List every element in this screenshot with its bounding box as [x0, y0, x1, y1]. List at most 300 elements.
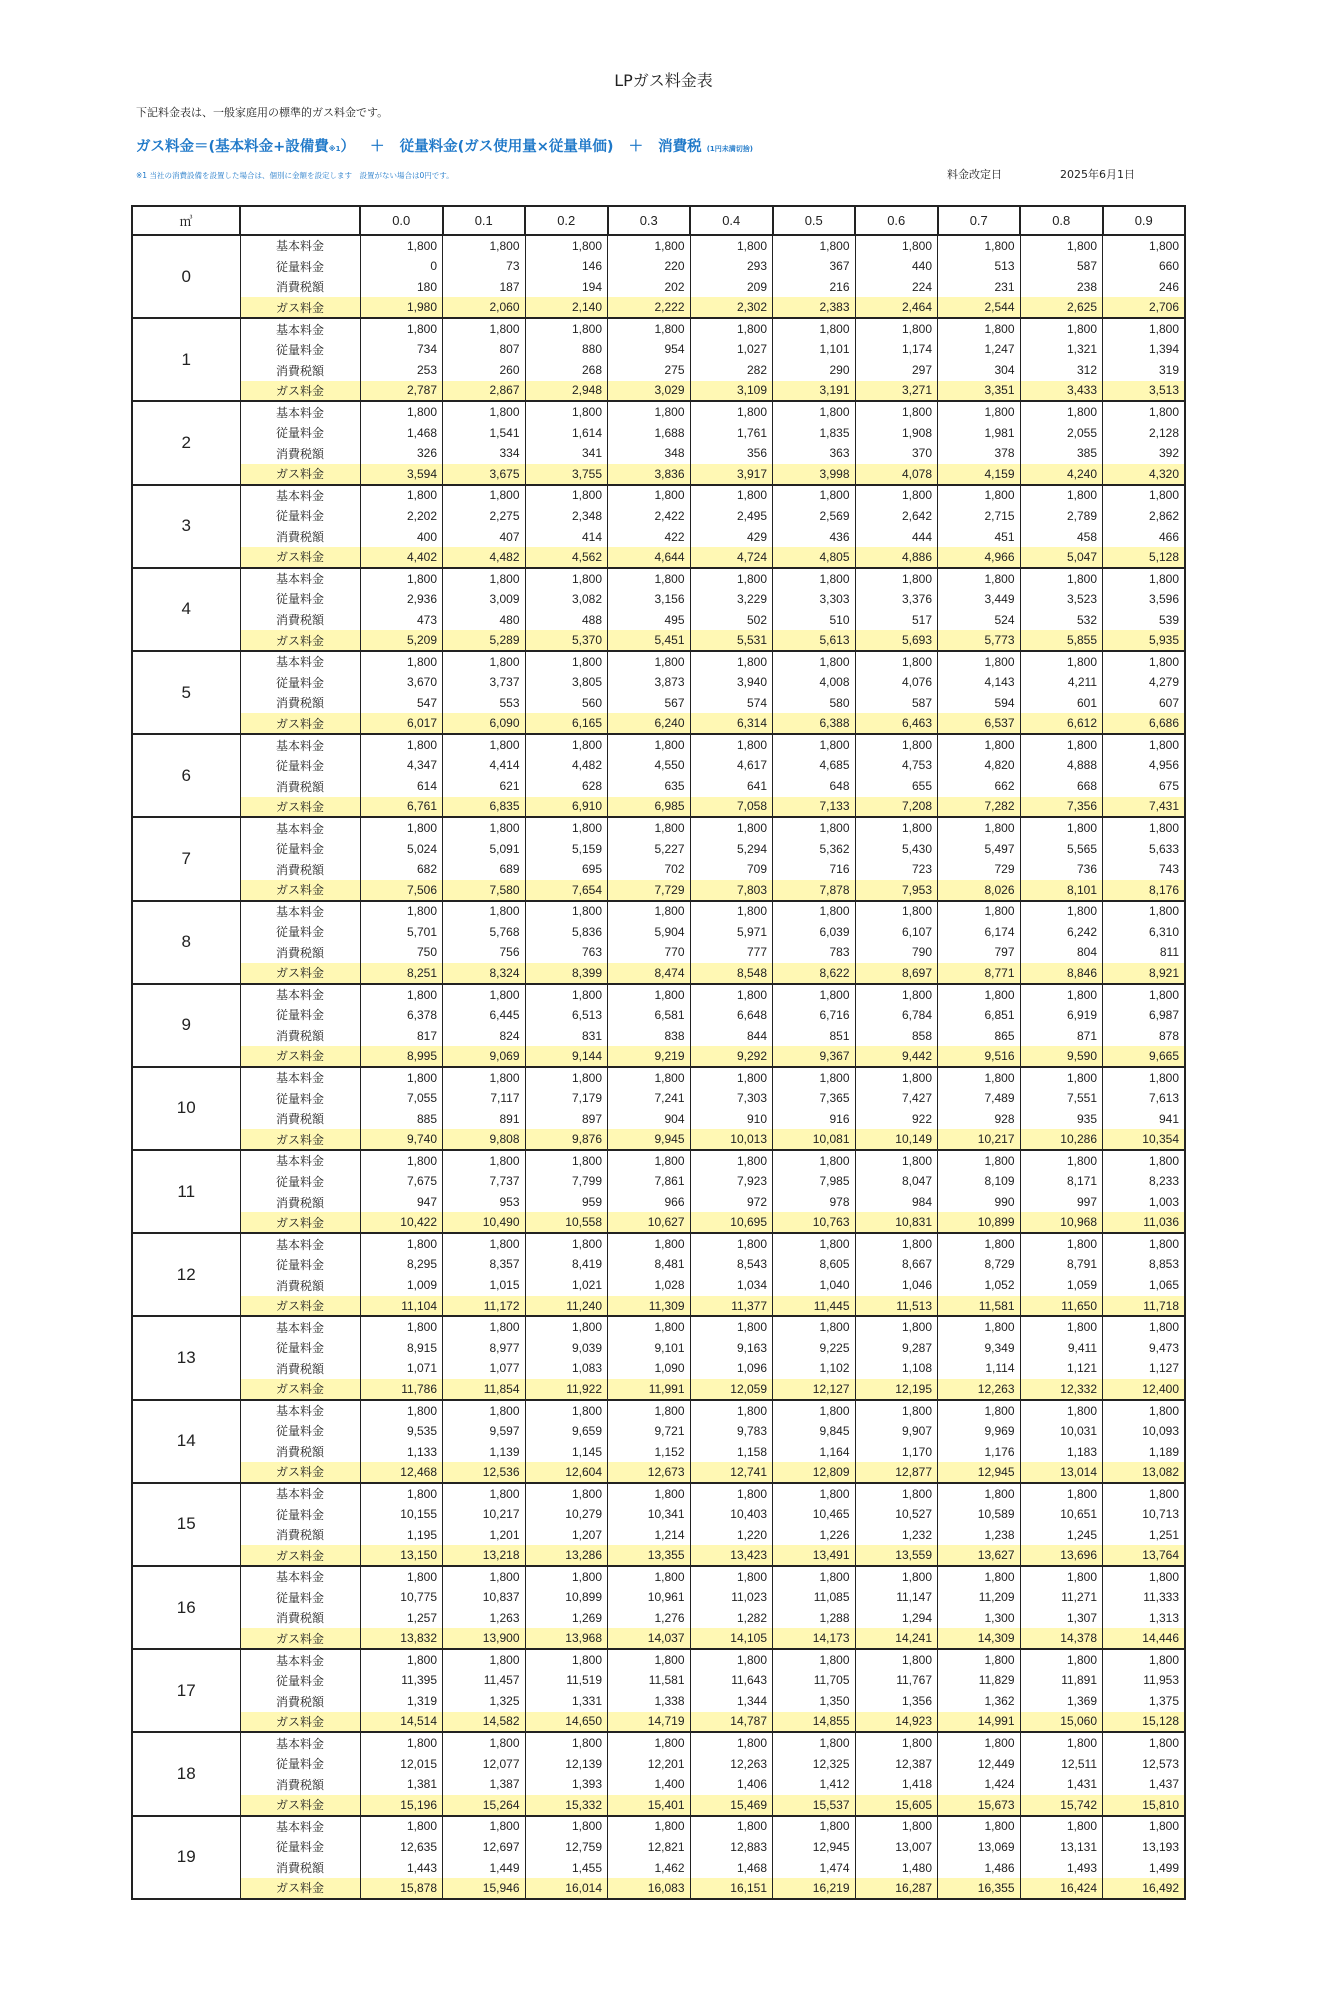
fee-cell: 13,082 [1103, 1462, 1186, 1483]
fee-cell: 1,800 [938, 817, 1021, 838]
fee-cell: 2,128 [1103, 422, 1186, 443]
fee-cell: 1,800 [608, 485, 691, 506]
fee-cell: 9,783 [690, 1420, 773, 1441]
fee-cell: 1,800 [690, 1483, 773, 1504]
usage-m3-cell: 14 [132, 1400, 240, 1483]
fee-cell: 13,355 [608, 1545, 691, 1566]
fee-cell: 3,670 [360, 672, 443, 693]
formula-part-usage: 従量料金(ガス使用量×従量単価) [399, 139, 614, 155]
fee-cell: 1,083 [525, 1358, 608, 1379]
page-title: LPガス料金表 [614, 71, 713, 90]
fee-cell: 9,590 [1020, 1046, 1103, 1067]
fee-cell: 6,784 [855, 1004, 938, 1025]
fee-cell: 10,899 [525, 1587, 608, 1608]
base-fee-row [132, 1483, 1185, 1504]
fee-cell: 1,800 [855, 1233, 938, 1254]
fee-cell: 1,800 [773, 817, 856, 838]
fee-cell: 984 [855, 1192, 938, 1213]
fee-cell: 11,395 [360, 1670, 443, 1691]
fee-cell: 14,037 [608, 1628, 691, 1649]
fee-cell: 9,367 [773, 1046, 856, 1067]
fee-cell: 10,286 [1020, 1129, 1103, 1150]
row-label: 基本料金 [240, 1316, 360, 1337]
fee-cell: 8,622 [773, 963, 856, 984]
fee-cell: 1,800 [690, 1316, 773, 1337]
gas-fee-total-row [132, 1712, 1185, 1733]
fee-cell: 1,462 [608, 1857, 691, 1878]
fee-cell: 12,945 [938, 1462, 1021, 1483]
fee-cell: 10,627 [608, 1212, 691, 1233]
fee-cell: 7,799 [525, 1171, 608, 1192]
row-label: 基本料金 [240, 1233, 360, 1254]
fee-cell: 8,846 [1020, 963, 1103, 984]
fee-cell: 10,341 [608, 1504, 691, 1525]
tax-row [132, 1691, 1185, 1712]
fee-cell: 414 [525, 526, 608, 547]
fee-cell: 1,800 [608, 1566, 691, 1587]
fee-cell: 1,800 [773, 318, 856, 339]
fee-cell: 1,052 [938, 1275, 1021, 1296]
fee-cell: 216 [773, 277, 856, 298]
fee-cell: 12,387 [855, 1753, 938, 1774]
fee-cell: 7,208 [855, 797, 938, 818]
fee-cell: 10,217 [938, 1129, 1021, 1150]
fee-cell: 1,800 [690, 1400, 773, 1421]
fee-cell: 3,109 [690, 381, 773, 402]
fee-cell: 7,737 [443, 1171, 526, 1192]
fee-cell: 11,309 [608, 1296, 691, 1317]
fee-cell: 5,430 [855, 838, 938, 859]
fee-cell: 10,899 [938, 1212, 1021, 1233]
fee-cell: 660 [1103, 256, 1186, 277]
fee-cell: 2,862 [1103, 505, 1186, 526]
fee-cell: 1,800 [443, 1233, 526, 1254]
fee-cell: 11,891 [1020, 1670, 1103, 1691]
fee-cell: 5,159 [525, 838, 608, 859]
fee-cell: 4,888 [1020, 755, 1103, 776]
fee-cell: 3,191 [773, 381, 856, 402]
fee-cell: 1,800 [855, 651, 938, 672]
fee-cell: 510 [773, 609, 856, 630]
fee-cell: 282 [690, 360, 773, 381]
fee-cell: 1,800 [1020, 568, 1103, 589]
gas-fee-total-row [132, 1379, 1185, 1400]
fee-cell: 1,431 [1020, 1774, 1103, 1795]
row-label: 消費税額 [240, 942, 360, 963]
fee-cell: 1,800 [1103, 1233, 1186, 1254]
usage-m3-cell: 9 [132, 984, 240, 1067]
fee-cell: 13,150 [360, 1545, 443, 1566]
fee-cell: 12,195 [855, 1379, 938, 1400]
fee-cell: 5,855 [1020, 630, 1103, 651]
fee-cell: 13,764 [1103, 1545, 1186, 1566]
fee-cell: 6,242 [1020, 921, 1103, 942]
fee-cell: 1,493 [1020, 1857, 1103, 1878]
fee-cell: 539 [1103, 609, 1186, 630]
fee-cell: 1,800 [773, 1732, 856, 1753]
row-label: 従量料金 [240, 1670, 360, 1691]
fee-cell: 628 [525, 776, 608, 797]
row-label: 消費税額 [240, 1608, 360, 1629]
fee-cell: 13,423 [690, 1545, 773, 1566]
tax-row [132, 1192, 1185, 1213]
gas-fee-total-row [132, 797, 1185, 818]
row-label: 基本料金 [240, 485, 360, 506]
fee-cell: 16,492 [1103, 1878, 1186, 1899]
fee-cell: 4,617 [690, 755, 773, 776]
fee-cell: 978 [773, 1192, 856, 1213]
fee-cell: 1,288 [773, 1608, 856, 1629]
fee-cell: 12,263 [690, 1753, 773, 1774]
fee-cell: 1,800 [1020, 1566, 1103, 1587]
fee-cell: 614 [360, 776, 443, 797]
fee-cell: 1,800 [443, 1566, 526, 1587]
fee-cell: 1,800 [360, 1566, 443, 1587]
fee-cell: 1,800 [1103, 401, 1186, 422]
fee-cell: 1,387 [443, 1774, 526, 1795]
fee-cell: 14,105 [690, 1628, 773, 1649]
gas-fee-total-row [132, 1795, 1185, 1816]
fee-cell: 3,351 [938, 381, 1021, 402]
fee-cell: 10,403 [690, 1504, 773, 1525]
fee-cell: 1,800 [608, 1816, 691, 1837]
fee-cell: 348 [608, 443, 691, 464]
fee-cell: 8,233 [1103, 1171, 1186, 1192]
fee-cell: 1,800 [1020, 1316, 1103, 1337]
fee-cell: 9,411 [1020, 1337, 1103, 1358]
fee-cell: 1,800 [1020, 1233, 1103, 1254]
fee-cell: 5,128 [1103, 547, 1186, 568]
fee-cell: 601 [1020, 693, 1103, 714]
fee-cell: 736 [1020, 859, 1103, 880]
fee-cell: 1,800 [1020, 485, 1103, 506]
fee-cell: 1,800 [1020, 1150, 1103, 1171]
fee-cell: 1,800 [1103, 901, 1186, 922]
fee-cell: 11,147 [855, 1587, 938, 1608]
fee-cell: 5,565 [1020, 838, 1103, 859]
fee-cell: 1,282 [690, 1608, 773, 1629]
fee-cell: 5,047 [1020, 547, 1103, 568]
fee-cell: 12,400 [1103, 1379, 1186, 1400]
fee-cell: 8,543 [690, 1254, 773, 1275]
base-fee-row [132, 1067, 1185, 1088]
usage-m3-cell: 5 [132, 651, 240, 734]
fee-cell: 1,800 [1020, 651, 1103, 672]
fee-cell: 1,102 [773, 1358, 856, 1379]
fee-cell: 904 [608, 1108, 691, 1129]
fee-cell: 1,325 [443, 1691, 526, 1712]
fee-cell: 4,805 [773, 547, 856, 568]
fee-cell: 1,800 [443, 1649, 526, 1670]
fee-cell: 10,013 [690, 1129, 773, 1150]
fee-cell: 953 [443, 1192, 526, 1213]
usage-fee-row [132, 921, 1185, 942]
usage-m3-cell: 12 [132, 1233, 240, 1316]
fee-cell: 6,648 [690, 1004, 773, 1025]
usage-m3-cell: 8 [132, 901, 240, 984]
fee-cell: 1,800 [1103, 1566, 1186, 1587]
row-label: 基本料金 [240, 1732, 360, 1753]
fee-cell: 824 [443, 1025, 526, 1046]
fee-cell: 1,800 [608, 651, 691, 672]
column-header: 0.9 [1103, 206, 1186, 235]
fee-cell: 1,800 [608, 817, 691, 838]
intro-text: 下記料金表は、一般家庭用の標準的ガス料金です。 [136, 106, 389, 119]
fee-cell: 13,014 [1020, 1462, 1103, 1483]
fee-cell: 1,108 [855, 1358, 938, 1379]
fee-cell: 12,015 [360, 1753, 443, 1774]
usage-m3-cell: 17 [132, 1649, 240, 1732]
fee-cell: 1,800 [690, 401, 773, 422]
fee-cell: 4,076 [855, 672, 938, 693]
unit-header: ㎥ [132, 206, 240, 235]
fee-cell: 1,800 [1103, 1732, 1186, 1753]
usage-m3-cell: 13 [132, 1316, 240, 1399]
usage-fee-row [132, 505, 1185, 526]
fee-cell: 1,319 [360, 1691, 443, 1712]
usage-m3-cell: 11 [132, 1150, 240, 1233]
fee-cell: 8,481 [608, 1254, 691, 1275]
fee-cell: 11,023 [690, 1587, 773, 1608]
fee-cell: 1,800 [1020, 401, 1103, 422]
fee-cell: 4,402 [360, 547, 443, 568]
fee-cell: 811 [1103, 942, 1186, 963]
fee-cell: 6,445 [443, 1004, 526, 1025]
fee-cell: 7,133 [773, 797, 856, 818]
fee-cell: 1,800 [773, 1316, 856, 1337]
fee-cell: 7,356 [1020, 797, 1103, 818]
fee-cell: 10,651 [1020, 1504, 1103, 1525]
table-header-row [132, 206, 1185, 235]
fee-cell: 8,548 [690, 963, 773, 984]
fee-cell: 1,800 [773, 734, 856, 755]
fee-cell: 1,800 [525, 318, 608, 339]
fee-cell: 587 [855, 693, 938, 714]
fee-cell: 1,800 [360, 984, 443, 1005]
fee-cell: 5,370 [525, 630, 608, 651]
fee-cell: 954 [608, 339, 691, 360]
row-label: 基本料金 [240, 401, 360, 422]
row-label: 従量料金 [240, 1337, 360, 1358]
fee-cell: 4,240 [1020, 464, 1103, 485]
fee-cell: 1,800 [1103, 1649, 1186, 1670]
fee-cell: 14,582 [443, 1712, 526, 1733]
fee-cell: 1,474 [773, 1857, 856, 1878]
fee-cell: 6,716 [773, 1004, 856, 1025]
fee-cell: 560 [525, 693, 608, 714]
fee-cell: 9,665 [1103, 1046, 1186, 1067]
fee-cell: 1,800 [773, 1400, 856, 1421]
fee-cell: 312 [1020, 360, 1103, 381]
fee-cell: 11,705 [773, 1670, 856, 1691]
fee-cell: 1,800 [443, 984, 526, 1005]
fee-cell: 1,800 [360, 568, 443, 589]
fee-cell: 356 [690, 443, 773, 464]
fee-cell: 1,800 [608, 1732, 691, 1753]
fee-cell: 224 [855, 277, 938, 298]
fee-cell: 1,800 [773, 568, 856, 589]
fee-cell: 14,650 [525, 1712, 608, 1733]
fee-cell: 1,800 [525, 984, 608, 1005]
fee-cell: 10,031 [1020, 1420, 1103, 1441]
fee-cell: 8,605 [773, 1254, 856, 1275]
fee-cell: 16,014 [525, 1878, 608, 1899]
fee-cell: 1,800 [608, 235, 691, 256]
fee-cell: 1,021 [525, 1275, 608, 1296]
fee-cell: 12,883 [690, 1836, 773, 1857]
fee-cell: 12,468 [360, 1462, 443, 1483]
fee-cell: 13,218 [443, 1545, 526, 1566]
fee-cell: 422 [608, 526, 691, 547]
base-fee-row [132, 401, 1185, 422]
fee-cell: 246 [1103, 277, 1186, 298]
fee-cell: 9,039 [525, 1337, 608, 1358]
fee-cell: 3,433 [1020, 381, 1103, 402]
fee-cell: 10,155 [360, 1504, 443, 1525]
gas-fee-total-row [132, 464, 1185, 485]
fee-cell: 6,835 [443, 797, 526, 818]
fee-cell: 400 [360, 526, 443, 547]
fee-cell: 8,771 [938, 963, 1021, 984]
fee-cell: 682 [360, 859, 443, 880]
fee-cell: 5,935 [1103, 630, 1186, 651]
usage-fee-row [132, 672, 1185, 693]
fee-cell: 1,170 [855, 1441, 938, 1462]
fee-cell: 4,550 [608, 755, 691, 776]
fee-cell: 326 [360, 443, 443, 464]
fee-cell: 517 [855, 609, 938, 630]
fee-cell: 11,767 [855, 1670, 938, 1691]
fee-cell: 1,800 [855, 1316, 938, 1337]
fee-cell: 9,945 [608, 1129, 691, 1150]
fee-cell: 10,763 [773, 1212, 856, 1233]
fee-cell: 9,163 [690, 1337, 773, 1358]
fee-cell: 9,442 [855, 1046, 938, 1067]
fee-cell: 1,800 [1020, 817, 1103, 838]
tax-row [132, 942, 1185, 963]
fee-cell: 4,143 [938, 672, 1021, 693]
fee-cell: 702 [608, 859, 691, 880]
fee-cell: 11,922 [525, 1379, 608, 1400]
fee-cell: 607 [1103, 693, 1186, 714]
fee-cell: 7,506 [360, 880, 443, 901]
fee-cell: 12,536 [443, 1462, 526, 1483]
fee-cell: 13,286 [525, 1545, 608, 1566]
fee-cell: 2,569 [773, 505, 856, 526]
fee-cell: 1,800 [1103, 1067, 1186, 1088]
fee-cell: 1,800 [855, 984, 938, 1005]
fee-cell: 1,800 [360, 235, 443, 256]
fee-cell: 3,449 [938, 589, 1021, 610]
fee-cell: 3,596 [1103, 589, 1186, 610]
fee-cell: 1,158 [690, 1441, 773, 1462]
row-label: ガス料金 [240, 1712, 360, 1733]
fee-cell: 1,263 [443, 1608, 526, 1629]
fee-cell: 1,800 [938, 401, 1021, 422]
fee-cell: 1,046 [855, 1275, 938, 1296]
column-header: 0.4 [690, 206, 773, 235]
fee-cell: 15,537 [773, 1795, 856, 1816]
fee-cell: 6,090 [443, 713, 526, 734]
fee-cell: 5,209 [360, 630, 443, 651]
fee-cell: 1,800 [360, 817, 443, 838]
row-label: 従量料金 [240, 1504, 360, 1525]
row-label: 基本料金 [240, 1400, 360, 1421]
fee-cell: 12,741 [690, 1462, 773, 1483]
fee-cell: 6,107 [855, 921, 938, 942]
fee-cell: 2,060 [443, 297, 526, 318]
fee-cell: 11,854 [443, 1379, 526, 1400]
fee-cell: 11,085 [773, 1587, 856, 1608]
fee-cell: 7,985 [773, 1171, 856, 1192]
fee-cell: 1,800 [525, 568, 608, 589]
fee-cell: 1,313 [1103, 1608, 1186, 1629]
fee-cell: 1,800 [1020, 1649, 1103, 1670]
fee-cell: 11,457 [443, 1670, 526, 1691]
fee-cell: 1,077 [443, 1358, 526, 1379]
fee-cell: 407 [443, 526, 526, 547]
row-label: 消費税額 [240, 1774, 360, 1795]
fee-cell: 1,499 [1103, 1857, 1186, 1878]
fee-cell: 7,117 [443, 1088, 526, 1109]
fee-cell: 14,991 [938, 1712, 1021, 1733]
tax-row [132, 1108, 1185, 1129]
usage-fee-row [132, 1171, 1185, 1192]
fee-cell: 1,800 [773, 1233, 856, 1254]
fee-cell: 1,400 [608, 1774, 691, 1795]
fee-cell: 11,377 [690, 1296, 773, 1317]
fee-cell: 878 [1103, 1025, 1186, 1046]
fee-cell: 1,800 [443, 901, 526, 922]
fee-cell: 1,468 [690, 1857, 773, 1878]
fee-cell: 1,800 [938, 1316, 1021, 1337]
fee-cell: 7,303 [690, 1088, 773, 1109]
fee-cell: 16,355 [938, 1878, 1021, 1899]
fee-cell: 1,009 [360, 1275, 443, 1296]
usage-m3-cell: 10 [132, 1067, 240, 1150]
fee-cell: 804 [1020, 942, 1103, 963]
fee-cell: 15,196 [360, 1795, 443, 1816]
fee-cell: 275 [608, 360, 691, 381]
fee-cell: 2,302 [690, 297, 773, 318]
column-header: 0.8 [1020, 206, 1103, 235]
fee-cell: 743 [1103, 859, 1186, 880]
fee-cell: 594 [938, 693, 1021, 714]
fee-cell: 1,800 [360, 401, 443, 422]
fee-cell: 635 [608, 776, 691, 797]
fee-cell: 7,861 [608, 1171, 691, 1192]
fee-cell: 4,753 [855, 755, 938, 776]
base-fee-row [132, 318, 1185, 339]
fee-cell: 1,232 [855, 1524, 938, 1545]
fee-cell: 1,800 [525, 1400, 608, 1421]
fee-cell: 1,800 [360, 901, 443, 922]
fee-cell: 4,159 [938, 464, 1021, 485]
usage-m3-cell: 7 [132, 817, 240, 900]
fee-cell: 1,800 [525, 1067, 608, 1088]
fee-cell: 1,800 [525, 817, 608, 838]
fee-cell: 1,800 [773, 1649, 856, 1670]
tax-row [132, 1358, 1185, 1379]
fee-cell: 1,480 [855, 1857, 938, 1878]
fee-cell: 1,800 [690, 1732, 773, 1753]
row-label: 基本料金 [240, 817, 360, 838]
fee-cell: 8,047 [855, 1171, 938, 1192]
fee-cell: 1,800 [938, 1233, 1021, 1254]
fee-cell: 10,527 [855, 1504, 938, 1525]
row-label: ガス料金 [240, 464, 360, 485]
fee-cell: 4,320 [1103, 464, 1186, 485]
